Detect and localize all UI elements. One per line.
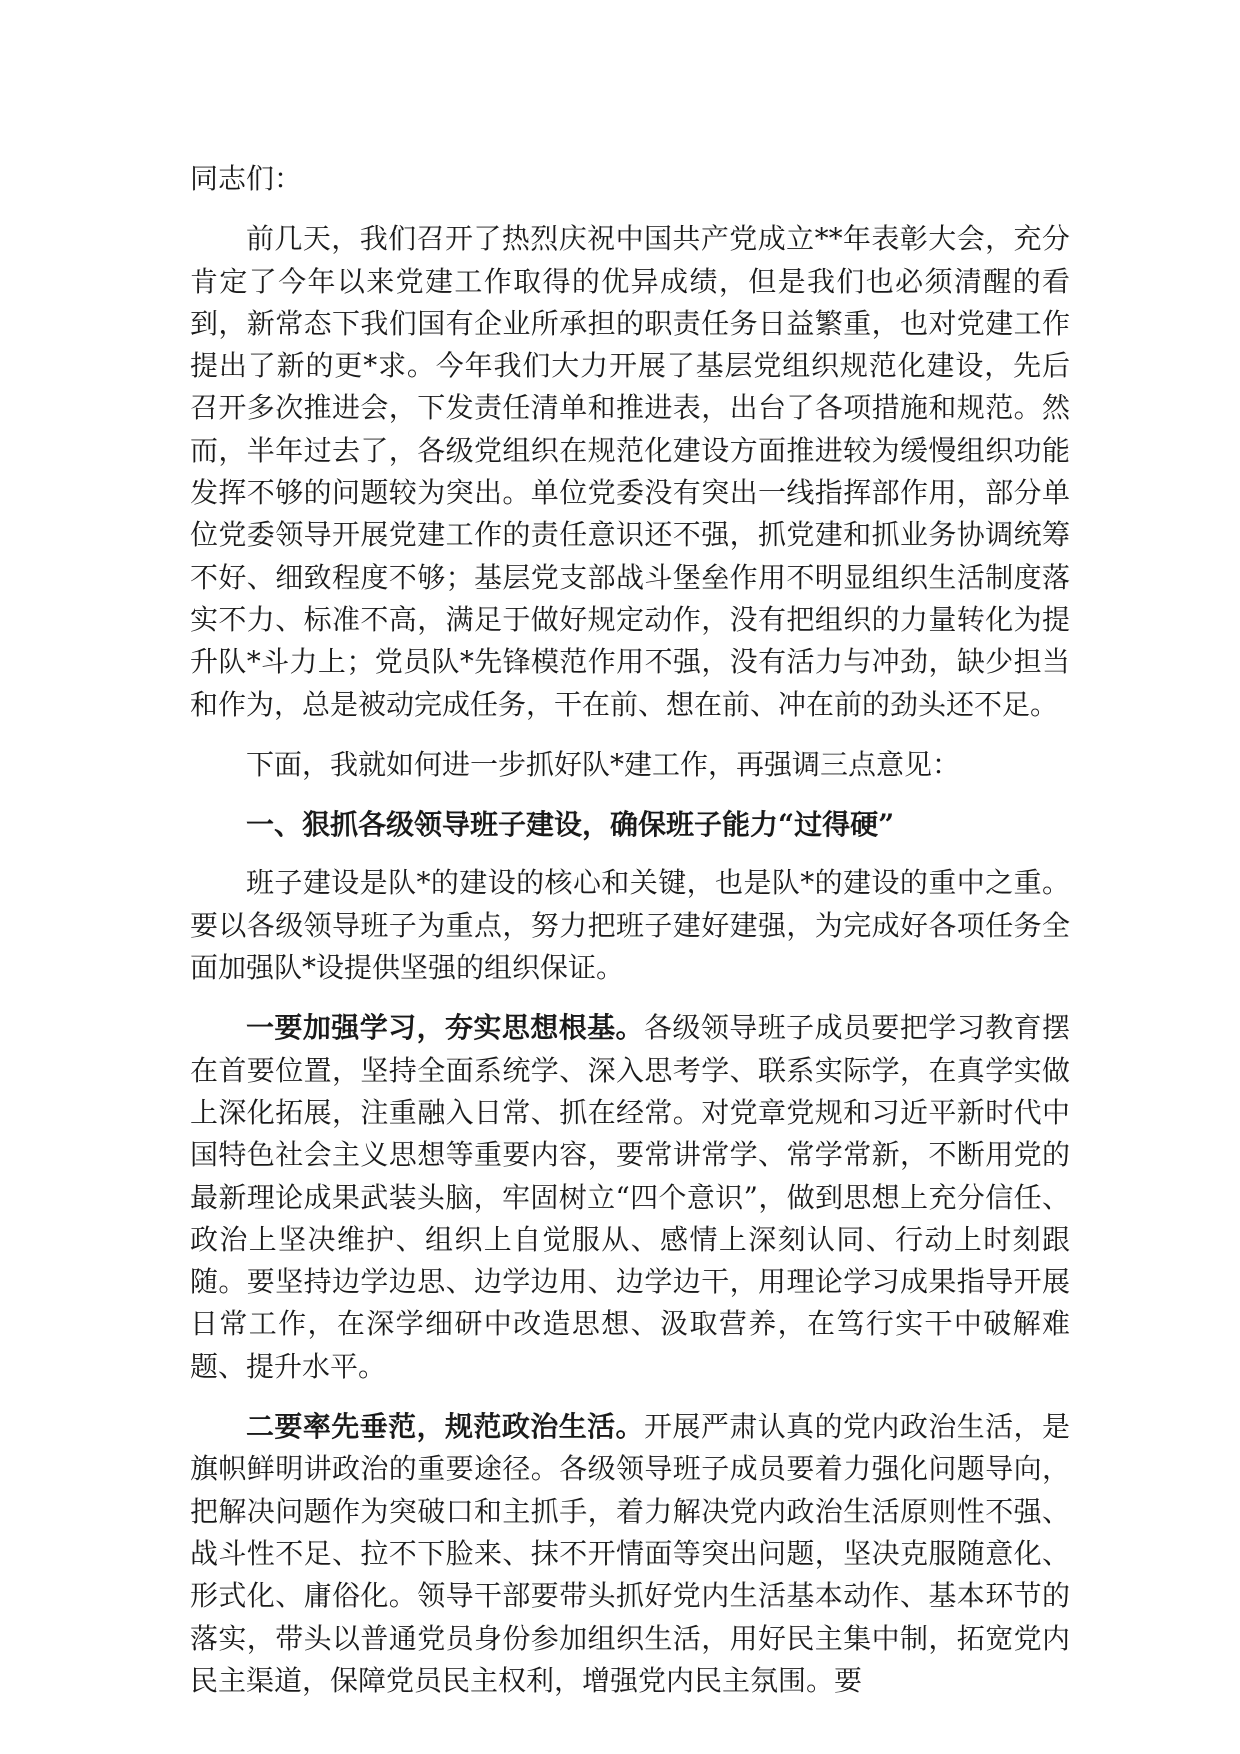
paragraph-section-1-intro: 班子建设是队*的建设的核心和关键，也是队*的建设的重中之重。要以各级领导班子为重点，努力把班子建好建强，为完成好各项任务全面加强队*设提供坚强的组织保证。 [190,866,1070,985]
document-page [190,158,1070,1702]
paragraph-point-1 [190,1007,1070,1388]
point-2-lead: 二要率先垂范，规范政治生活。 [246,1410,644,1444]
point-1-lead: 一要加强学习，夯实思想根基。 [246,1011,644,1045]
point-2-body: 开展严肃认真的党内政治生活，是旗帜鲜明讲政治的重要途径。各级领导班子成员要着力强化问题导向，把解决问题作为突破口和主抓手，着力解决党内政治生活原则性不强、战斗性不足、拉不下脸来、抹不开情面等突出问题，坚决克服随意化、形式化、庸俗化。领导干部要带头抓好党内生活基本动作、基本环节的落实，带头以普通党员身份参加组织生活，用好民主集中制，拓宽党内民主渠道，保障党员民主权利，增强党内民主氛围。要 [190,1410,1070,1697]
section-heading-1: 一、狠抓各级领导班子建设，确保班子能力“过得硬” [246,808,895,842]
paragraph-point-2 [190,1406,1070,1702]
paragraph-transition: 下面，我就如何进一步抓好队*建工作，再强调三点意见： [246,747,961,781]
point-1-body: 各级领导班子成员要把学习教育摆在首要位置，坚持全面系统学、深入思考学、联系实际学，在真学实做上深化拓展，注重融入日常、抓在经常。对党章党规和习近平新时代中国特色社会主义思想等重要内容，要常讲常学、常学常新，不断用党的最新理论成果武装头脑，牢固树立“四个意识”，做到思想上充分信任、政治上坚决维护、组织上自觉服从、感情上深刻认同、行动上时刻跟随。要坚持边学边思、边学边用、边学边干，用理论学习成果指导开展日常工作，在深学细研中改造思想、汲取营养，在笃行实干中破解难题、提升水平。 [190,1011,1070,1383]
paragraph-intro: 前几天，我们召开了热烈庆祝中国共产党成立**年表彰大会，充分肯定了今年以来党建工作取得的优异成绩，但是我们也必须清醒的看到，新常态下我们国有企业所承担的职责任务日益繁重，也对党建工作提出了新的更*求。今年我们大力开展了基层党组织规范化建设，先后召开多次推进会，下发责任清单和推进表，出台了各项措施和规范。然而，半年过去了，各级党组织在规范化建设方面推进较为缓慢组织功能发挥不够的问题较为突出。单位党委没有突出一线指挥部作用，部分单位党委领导开展党建工作的责任意识还不强，抓党建和抓业务协调统筹不好、细致程度不够；基层党支部战斗堡垒作用不明显组织生活制度落实不力、标准不高，满足于做好规定动作，没有把组织的力量转化为提升队*斗力上；党员队*先锋模范作用不强，没有活力与冲劲，缺少担当和作为，总是被动完成任务，干在前、想在前、冲在前的劲头还不足。 [190,222,1070,721]
greeting: 同志们： [190,162,303,195]
